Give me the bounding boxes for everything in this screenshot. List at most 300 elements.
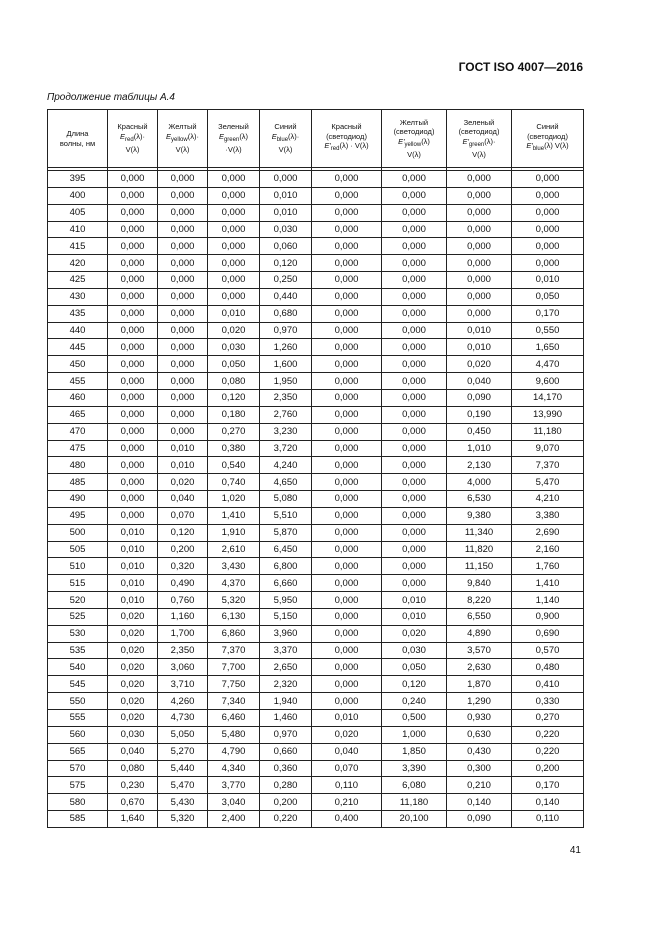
value-cell: 0,000	[108, 322, 158, 339]
column-header	[48, 110, 108, 168]
value-cell: 0,000	[312, 541, 382, 558]
value-cell: 0,070	[312, 760, 382, 777]
value-cell: 0,000	[108, 440, 158, 457]
value-cell: 0,680	[260, 305, 312, 322]
value-cell: 0,210	[312, 794, 382, 811]
value-cell: 2,320	[260, 676, 312, 693]
value-cell: 4,730	[158, 710, 208, 727]
value-cell: 0,320	[158, 558, 208, 575]
value-cell: 0,480	[512, 659, 584, 676]
value-cell: 6,460	[208, 710, 260, 727]
value-cell: 0,000	[158, 187, 208, 204]
value-cell: 0,000	[382, 524, 447, 541]
value-cell: 0,360	[260, 760, 312, 777]
value-cell: 4,260	[158, 693, 208, 710]
value-cell: 0,020	[158, 474, 208, 491]
value-cell: 1,600	[260, 356, 312, 373]
value-cell: 0,000	[382, 187, 447, 204]
value-cell: 0,050	[208, 356, 260, 373]
formula-subscript: red	[125, 136, 134, 143]
table-row	[48, 322, 584, 339]
value-cell: 9,600	[512, 373, 584, 390]
value-cell: 0,000	[382, 272, 447, 289]
value-cell: 0,000	[208, 238, 260, 255]
wavelength-cell: 555	[48, 710, 108, 727]
value-cell: 4,890	[447, 625, 512, 642]
value-cell: 0,000	[158, 322, 208, 339]
value-cell: 0,000	[382, 491, 447, 508]
value-cell: 0,930	[447, 710, 512, 727]
value-cell: 13,990	[512, 406, 584, 423]
value-cell: 0,220	[512, 726, 584, 743]
wavelength-cell: 565	[48, 743, 108, 760]
wavelength-cell: 495	[48, 507, 108, 524]
value-cell: 1,850	[382, 743, 447, 760]
value-cell: 0,000	[312, 693, 382, 710]
value-cell: 0,000	[382, 322, 447, 339]
value-cell: 7,340	[208, 693, 260, 710]
column-header-title: Красный	[331, 122, 362, 132]
wavelength-cell: 575	[48, 777, 108, 794]
table-row	[48, 356, 584, 373]
formula-subscript: green	[223, 136, 240, 143]
value-cell: 0,000	[312, 491, 382, 508]
wavelength-cell: 505	[48, 541, 108, 558]
table-row	[48, 659, 584, 676]
value-cell: 0,030	[108, 726, 158, 743]
value-cell: 0,000	[382, 457, 447, 474]
table-row	[48, 608, 584, 625]
value-cell: 5,430	[158, 794, 208, 811]
wavelength-cell: 515	[48, 575, 108, 592]
value-cell: 0,000	[512, 187, 584, 204]
value-cell: 0,000	[158, 288, 208, 305]
value-cell: 4,240	[260, 457, 312, 474]
formula-rest: (λ)·	[133, 131, 145, 141]
table-row	[48, 238, 584, 255]
column-header	[382, 110, 447, 168]
value-cell: 1,910	[208, 524, 260, 541]
value-cell: 2,350	[260, 389, 312, 406]
value-cell: 0,000	[208, 255, 260, 272]
value-cell: 0,000	[312, 625, 382, 642]
table-row	[48, 811, 584, 828]
value-cell: 0,000	[158, 356, 208, 373]
value-cell: 0,210	[447, 777, 512, 794]
value-cell: 1,650	[512, 339, 584, 356]
value-cell: 7,700	[208, 659, 260, 676]
wavelength-cell: 500	[48, 524, 108, 541]
value-cell: 0,000	[312, 356, 382, 373]
value-cell: 0,000	[512, 204, 584, 221]
value-cell: 0,000	[382, 171, 447, 188]
header-row	[48, 110, 584, 168]
value-cell: 0,000	[312, 305, 382, 322]
value-cell: 5,050	[158, 726, 208, 743]
value-cell: 0,010	[108, 524, 158, 541]
column-header-line: V(λ)	[407, 150, 421, 159]
column-header-title: Красный	[117, 122, 148, 132]
value-cell: 0,690	[512, 625, 584, 642]
value-cell: 0,000	[312, 558, 382, 575]
value-cell: 0,430	[447, 743, 512, 760]
value-cell: 0,970	[260, 322, 312, 339]
wavelength-cell: 570	[48, 760, 108, 777]
value-cell: 0,110	[512, 811, 584, 828]
column-header-line: ·V(λ)	[225, 145, 242, 155]
value-cell: 0,000	[312, 524, 382, 541]
value-cell: 0,000	[108, 474, 158, 491]
value-cell: 5,440	[158, 760, 208, 777]
formula-subscript: yellow	[171, 136, 188, 143]
value-cell: 5,320	[158, 811, 208, 828]
value-cell: 2,630	[447, 659, 512, 676]
table-row	[48, 541, 584, 558]
value-cell: 0,000	[312, 272, 382, 289]
value-cell: 11,150	[447, 558, 512, 575]
table-caption: Продолжение таблицы А.4	[47, 92, 175, 103]
value-cell: 5,150	[260, 608, 312, 625]
table-row	[48, 592, 584, 609]
value-cell: 0,000	[447, 171, 512, 188]
table-row	[48, 726, 584, 743]
value-cell: 0,140	[512, 794, 584, 811]
formula-rest: (λ) · V(λ)	[339, 141, 369, 151]
wavelength-cell: 395	[48, 171, 108, 188]
formula-rest: (λ) V(λ)	[544, 141, 569, 151]
formula-rest: (λ)·	[187, 131, 199, 141]
value-cell: 4,650	[260, 474, 312, 491]
value-cell: 0,000	[208, 204, 260, 221]
table-row	[48, 575, 584, 592]
value-cell: 5,480	[208, 726, 260, 743]
value-cell: 0,020	[312, 726, 382, 743]
value-cell: 0,000	[512, 255, 584, 272]
data-table	[47, 109, 584, 828]
value-cell: 0,900	[512, 608, 584, 625]
value-cell: 0,970	[260, 726, 312, 743]
column-header	[447, 110, 512, 168]
value-cell: 1,410	[512, 575, 584, 592]
value-cell: 0,000	[512, 238, 584, 255]
value-cell: 8,220	[447, 592, 512, 609]
value-cell: 0,000	[382, 288, 447, 305]
formula-symbol: E'	[462, 136, 469, 146]
column-header-line: V(λ)	[472, 150, 486, 159]
value-cell: 0,630	[447, 726, 512, 743]
value-cell: 0,000	[108, 373, 158, 390]
table-header	[48, 110, 584, 171]
column-header-title: Желтый	[399, 117, 429, 127]
table-row	[48, 625, 584, 642]
value-cell: 0,000	[382, 440, 447, 457]
table-row	[48, 474, 584, 491]
formula-rest: (λ)	[239, 131, 249, 141]
value-cell: 0,540	[208, 457, 260, 474]
table-row	[48, 558, 584, 575]
value-cell: 0,000	[312, 423, 382, 440]
value-cell: 0,000	[208, 272, 260, 289]
value-cell: 0,000	[312, 406, 382, 423]
value-cell: 0,000	[312, 608, 382, 625]
value-cell: 0,220	[512, 743, 584, 760]
value-cell: 0,000	[312, 642, 382, 659]
value-cell: 0,270	[512, 710, 584, 727]
wavelength-cell: 470	[48, 423, 108, 440]
wavelength-cell: 455	[48, 373, 108, 390]
column-header-title: Зеленый	[463, 117, 495, 127]
value-cell: 5,510	[260, 507, 312, 524]
value-cell: 0,140	[447, 794, 512, 811]
value-cell: 0,000	[382, 541, 447, 558]
value-cell: 0,000	[312, 221, 382, 238]
value-cell: 0,080	[108, 760, 158, 777]
value-cell: 0,500	[382, 710, 447, 727]
value-cell: 0,120	[208, 389, 260, 406]
value-cell: 1,640	[108, 811, 158, 828]
value-cell: 0,000	[312, 322, 382, 339]
value-cell: 0,170	[512, 777, 584, 794]
column-header-formula	[219, 132, 248, 141]
table-row	[48, 457, 584, 474]
value-cell: 1,940	[260, 693, 312, 710]
value-cell: 0,020	[382, 625, 447, 642]
wavelength-cell: 510	[48, 558, 108, 575]
table-row	[48, 288, 584, 305]
formula-symbol: E'	[324, 141, 331, 151]
formula-subscript: blue	[276, 136, 289, 143]
column-header-title: Синий	[274, 122, 297, 132]
value-cell: 3,390	[382, 760, 447, 777]
column-header-formula	[324, 141, 369, 153]
value-cell: 0,000	[382, 406, 447, 423]
value-cell: 1,140	[512, 592, 584, 609]
table-row	[48, 794, 584, 811]
value-cell: 0,000	[158, 171, 208, 188]
value-cell: 3,060	[158, 659, 208, 676]
value-cell: 0,000	[108, 491, 158, 508]
value-cell: 1,460	[260, 710, 312, 727]
value-cell: 5,470	[512, 474, 584, 491]
value-cell: 1,010	[447, 440, 512, 457]
value-cell: 0,180	[208, 406, 260, 423]
value-cell: 0,000	[208, 288, 260, 305]
column-header	[312, 110, 382, 168]
formula-rest: (λ)·	[288, 131, 300, 141]
column-header-subtitle: (светодиод)	[393, 127, 435, 136]
value-cell: 0,030	[208, 339, 260, 356]
table-row	[48, 272, 584, 289]
value-cell: 0,000	[208, 221, 260, 238]
column-header-title: Длина	[66, 129, 89, 138]
value-cell: 4,210	[512, 491, 584, 508]
value-cell: 7,750	[208, 676, 260, 693]
table-row	[48, 676, 584, 693]
value-cell: 0,000	[312, 457, 382, 474]
value-cell: 0,010	[382, 592, 447, 609]
value-cell: 0,020	[108, 659, 158, 676]
column-header-formula	[398, 137, 430, 146]
table-row	[48, 406, 584, 423]
value-cell: 0,000	[382, 423, 447, 440]
column-header-line: V(λ)	[278, 145, 293, 155]
value-cell: 7,370	[208, 642, 260, 659]
value-cell: 1,700	[158, 625, 208, 642]
value-cell: 0,000	[312, 288, 382, 305]
value-cell: 5,470	[158, 777, 208, 794]
column-header-formula	[462, 137, 495, 146]
value-cell: 1,160	[158, 608, 208, 625]
value-cell: 0,000	[108, 204, 158, 221]
value-cell: 0,090	[447, 389, 512, 406]
wavelength-cell: 585	[48, 811, 108, 828]
value-cell: 0,270	[208, 423, 260, 440]
table-row	[48, 305, 584, 322]
value-cell: 4,790	[208, 743, 260, 760]
value-cell: 6,130	[208, 608, 260, 625]
value-cell: 5,870	[260, 524, 312, 541]
value-cell: 1,290	[447, 693, 512, 710]
value-cell: 0,030	[382, 642, 447, 659]
value-cell: 1,410	[208, 507, 260, 524]
value-cell: 0,000	[447, 272, 512, 289]
wavelength-cell: 450	[48, 356, 108, 373]
formula-subscript: yellow	[404, 141, 422, 148]
column-header-subtitle: волны, нм	[59, 138, 96, 148]
formula-symbol: E	[218, 131, 224, 141]
value-cell: 3,710	[158, 676, 208, 693]
column-header-title: Синий	[536, 122, 559, 132]
value-cell: 3,380	[512, 507, 584, 524]
value-cell: 0,000	[158, 389, 208, 406]
value-cell: 0,000	[108, 288, 158, 305]
page-number: 41	[569, 845, 581, 856]
column-header-title: Желтый	[168, 122, 197, 132]
table-body	[48, 171, 584, 828]
value-cell: 0,090	[447, 811, 512, 828]
value-cell: 0,000	[108, 389, 158, 406]
value-cell: 11,820	[447, 541, 512, 558]
value-cell: 0,000	[108, 221, 158, 238]
value-cell: 0,040	[312, 743, 382, 760]
value-cell: 0,020	[208, 322, 260, 339]
value-cell: 0,050	[512, 288, 584, 305]
value-cell: 0,000	[382, 204, 447, 221]
value-cell: 0,000	[312, 592, 382, 609]
value-cell: 6,800	[260, 558, 312, 575]
value-cell: 1,260	[260, 339, 312, 356]
column-header-subtitle: (светодиод)	[527, 131, 568, 141]
value-cell: 0,000	[512, 221, 584, 238]
value-cell: 0,570	[512, 642, 584, 659]
wavelength-cell: 425	[48, 272, 108, 289]
wavelength-cell: 550	[48, 693, 108, 710]
value-cell: 0,010	[158, 457, 208, 474]
value-cell: 4,340	[208, 760, 260, 777]
value-cell: 0,020	[108, 693, 158, 710]
value-cell: 0,000	[108, 507, 158, 524]
value-cell: 0,000	[108, 255, 158, 272]
wavelength-cell: 430	[48, 288, 108, 305]
value-cell: 0,000	[108, 356, 158, 373]
value-cell: 0,010	[108, 575, 158, 592]
value-cell: 2,130	[447, 457, 512, 474]
wavelength-cell: 420	[48, 255, 108, 272]
value-cell: 0,000	[158, 221, 208, 238]
value-cell: 0,000	[312, 339, 382, 356]
value-cell: 0,000	[312, 187, 382, 204]
wavelength-cell: 560	[48, 726, 108, 743]
column-header-subtitle: (светодиод)	[458, 127, 500, 136]
value-cell: 9,380	[447, 507, 512, 524]
value-cell: 11,340	[447, 524, 512, 541]
wavelength-cell: 400	[48, 187, 108, 204]
value-cell: 3,040	[208, 794, 260, 811]
value-cell: 0,000	[312, 676, 382, 693]
value-cell: 6,530	[447, 491, 512, 508]
column-header	[158, 110, 208, 168]
value-cell: 0,000	[447, 305, 512, 322]
formula-rest: (λ)	[421, 136, 430, 146]
value-cell: 0,240	[382, 693, 447, 710]
table-row	[48, 710, 584, 727]
value-cell: 0,000	[158, 255, 208, 272]
value-cell: 0,000	[108, 187, 158, 204]
value-cell: 2,160	[512, 541, 584, 558]
value-cell: 0,070	[158, 507, 208, 524]
value-cell: 7,370	[512, 457, 584, 474]
value-cell: 0,490	[158, 575, 208, 592]
value-cell: 1,950	[260, 373, 312, 390]
value-cell: 6,080	[382, 777, 447, 794]
value-cell: 5,080	[260, 491, 312, 508]
value-cell: 0,010	[447, 322, 512, 339]
value-cell: 0,000	[108, 238, 158, 255]
value-cell: 0,000	[208, 187, 260, 204]
value-cell: 0,010	[208, 305, 260, 322]
wavelength-cell: 535	[48, 642, 108, 659]
table-row	[48, 221, 584, 238]
value-cell: 0,000	[158, 406, 208, 423]
value-cell: 1,000	[382, 726, 447, 743]
value-cell: 0,740	[208, 474, 260, 491]
column-header-formula	[272, 132, 300, 141]
value-cell: 0,020	[447, 356, 512, 373]
value-cell: 0,000	[312, 440, 382, 457]
value-cell: 0,020	[108, 625, 158, 642]
value-cell: 0,300	[447, 760, 512, 777]
value-cell: 2,760	[260, 406, 312, 423]
table-row	[48, 339, 584, 356]
value-cell: 0,000	[447, 187, 512, 204]
value-cell: 0,220	[260, 811, 312, 828]
value-cell: 0,200	[158, 541, 208, 558]
value-cell: 0,000	[108, 457, 158, 474]
column-header	[108, 110, 158, 168]
value-cell: 0,000	[382, 389, 447, 406]
wavelength-cell: 525	[48, 608, 108, 625]
value-cell: 0,000	[108, 339, 158, 356]
formula-symbol: E'	[526, 141, 533, 151]
formula-symbol: E	[166, 131, 172, 141]
value-cell: 0,010	[260, 187, 312, 204]
value-cell: 0,000	[382, 305, 447, 322]
value-cell: 20,100	[382, 811, 447, 828]
value-cell: 0,000	[108, 171, 158, 188]
value-cell: 0,000	[108, 305, 158, 322]
value-cell: 0,000	[158, 272, 208, 289]
formula-symbol: E'	[398, 136, 405, 146]
